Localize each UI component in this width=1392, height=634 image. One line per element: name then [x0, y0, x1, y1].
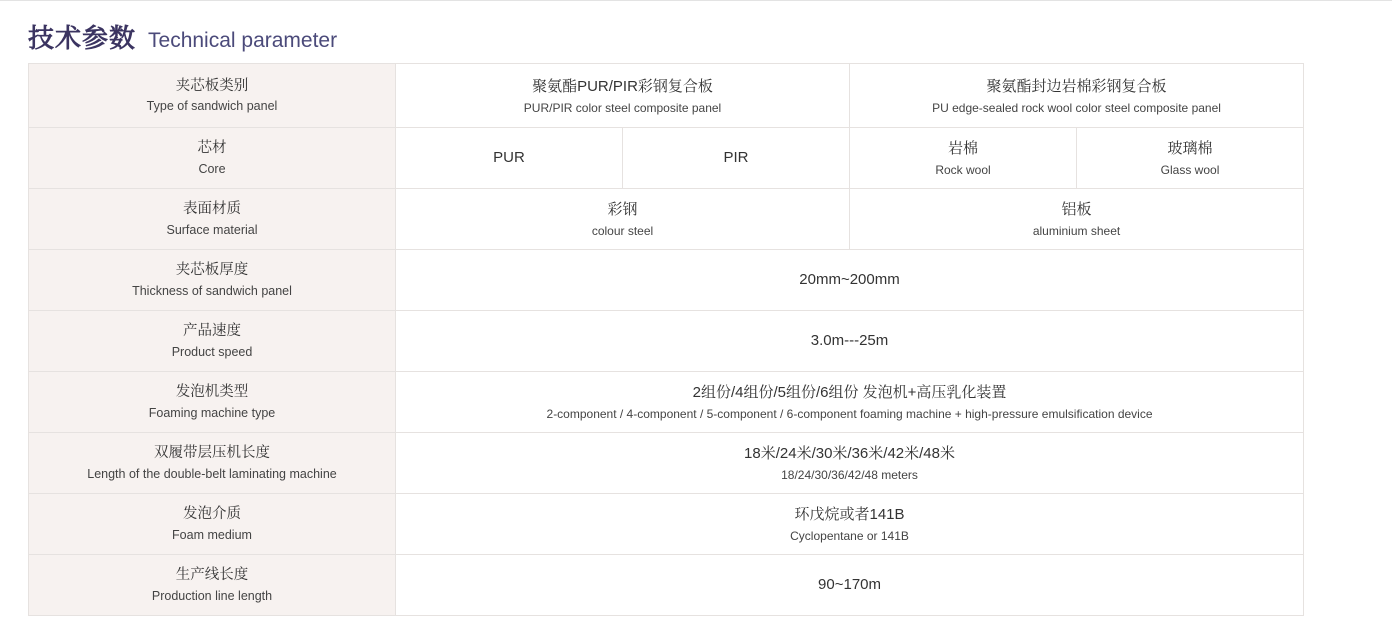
row-label-cn: 产品速度	[183, 323, 241, 340]
value-cn: PUR	[493, 148, 525, 166]
page-title	[28, 18, 337, 55]
value-cn: 彩钢	[607, 201, 638, 218]
row-label-en: Product speed	[171, 344, 253, 359]
row-label	[29, 250, 396, 311]
row-value	[396, 555, 1304, 616]
table-row	[29, 311, 1304, 372]
value-cn: 聚氨酯PUR/PIR彩钢复合板	[532, 77, 713, 95]
row-label-en: Foaming machine type	[148, 405, 276, 420]
row-value	[396, 433, 1304, 494]
row-label	[29, 64, 396, 128]
row-label-cn: 发泡介质	[183, 506, 241, 523]
table-row	[29, 433, 1304, 494]
row-label	[29, 555, 396, 616]
table-row	[29, 64, 1304, 128]
value-cn: 环戊烷或者141B	[794, 506, 905, 523]
row-label	[29, 189, 396, 250]
value-en: Glass wool	[1160, 163, 1220, 177]
value-cn: 铝板	[1061, 201, 1092, 218]
value-en: aluminium sheet	[1032, 224, 1121, 238]
top-divider	[0, 0, 1392, 1]
row-label-cn: 夹芯板类别	[175, 77, 249, 94]
table-row	[29, 250, 1304, 311]
row-label-cn: 表面材质	[183, 201, 241, 218]
value-cn: 岩棉	[948, 140, 979, 157]
row-label	[29, 433, 396, 494]
value-cn: 2组份/4组份/5组份/6组份 发泡机+高压乳化装置	[692, 384, 1007, 401]
row-value	[396, 128, 623, 189]
row-value	[396, 494, 1304, 555]
row-label-en: Type of sandwich panel	[146, 99, 278, 114]
row-label-en: Thickness of sandwich panel	[132, 283, 292, 298]
table-row	[29, 494, 1304, 555]
value-en: Cyclopentane or 141B	[790, 529, 909, 543]
row-label-cn: 夹芯板厚度	[175, 262, 249, 279]
value-en: PUR/PIR color steel composite panel	[523, 100, 722, 115]
row-value	[850, 189, 1304, 250]
technical-parameter-table	[28, 63, 1303, 616]
value-cn: 20mm~200mm	[799, 270, 900, 288]
row-value	[396, 64, 850, 128]
row-label-en: Foam medium	[172, 527, 252, 542]
table-row	[29, 372, 1304, 433]
page-title-cn: 技术参数	[28, 23, 137, 53]
row-label	[29, 311, 396, 372]
row-label-cn: 双履带层压机长度	[154, 445, 270, 462]
row-label	[29, 494, 396, 555]
row-value	[396, 189, 850, 250]
row-label-cn: 发泡机类型	[175, 384, 249, 401]
value-en: PU edge-sealed rock wool color steel composite panel	[932, 100, 1221, 115]
value-en: colour steel	[591, 224, 654, 238]
row-label-en: Length of the double-belt laminating machine	[87, 466, 337, 481]
value-cn: 18米/24米/30米/36米/42米/48米	[744, 445, 955, 462]
value-en: 18/24/30/36/42/48 meters	[781, 468, 918, 482]
value-cn: 3.0m---25m	[810, 331, 889, 349]
value-cn: 玻璃棉	[1167, 140, 1213, 157]
spec-table	[28, 63, 1304, 616]
row-value	[396, 311, 1304, 372]
row-label-cn: 芯材	[197, 140, 227, 157]
value-cn: 聚氨酯封边岩棉彩钢复合板	[986, 77, 1167, 95]
table-row	[29, 189, 1304, 250]
row-label	[29, 128, 396, 189]
row-label-en: Core	[198, 161, 226, 176]
page-title-en: Technical parameter	[148, 29, 338, 52]
row-value	[623, 128, 850, 189]
row-value	[850, 64, 1304, 128]
value-cn: 90~170m	[818, 575, 881, 593]
row-value	[850, 128, 1077, 189]
row-value	[396, 250, 1304, 311]
table-row	[29, 555, 1304, 616]
value-en: 2-component / 4-component / 5-component / 6-component foaming machine + high-pressure emulsification device	[546, 407, 1153, 421]
value-en: Rock wool	[935, 163, 991, 177]
row-label-en: Production line length	[151, 588, 273, 603]
row-label-cn: 生产线长度	[175, 567, 249, 584]
row-label-en: Surface material	[166, 222, 258, 237]
row-label	[29, 372, 396, 433]
table-row	[29, 128, 1304, 189]
value-cn: PIR	[723, 148, 749, 166]
row-value	[1077, 128, 1304, 189]
row-value	[396, 372, 1304, 433]
